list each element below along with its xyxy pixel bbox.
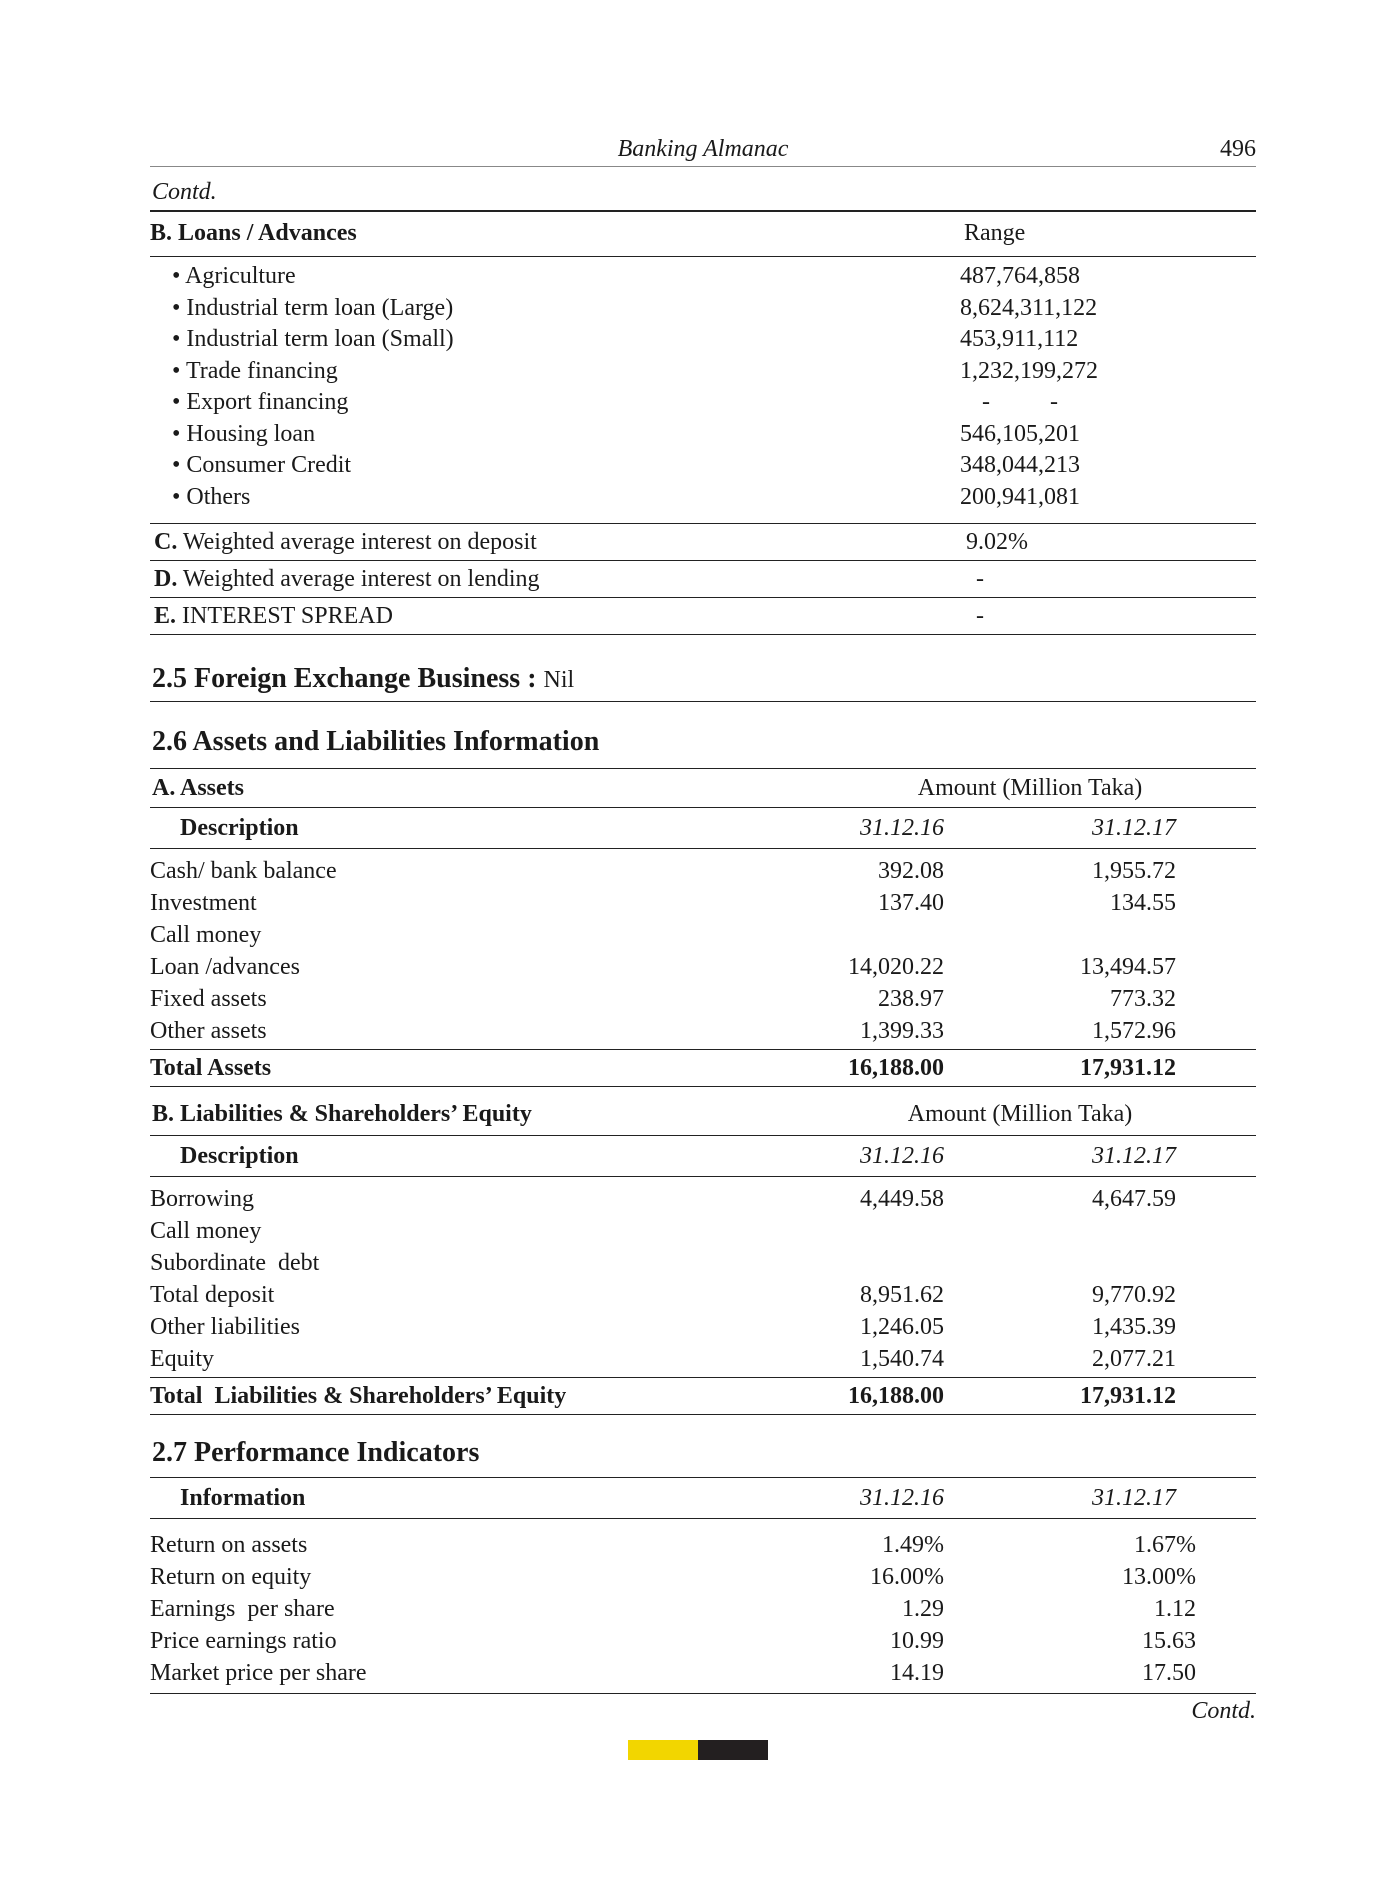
assets-title: A. Assets [152, 775, 245, 801]
total-label: Total Liabilities & Shareholders’ Equity [150, 1383, 567, 1409]
color-bar-yellow [628, 1740, 698, 1760]
loan-item [150, 387, 1256, 419]
col-date-2017: 31.12.17 [1092, 815, 1176, 841]
col-date-2017: 31.12.17 [1092, 1485, 1176, 1511]
row-label: Investment [150, 890, 257, 916]
rate-letter: D. [154, 566, 178, 592]
table-row [150, 951, 1256, 983]
table-row [150, 1657, 1256, 1689]
table-row [150, 1529, 1256, 1561]
table-row [150, 1311, 1256, 1343]
liabilities-title: B. Liabilities & Shareholders’ Equity [152, 1101, 532, 1127]
row-value-2016: 8,951.62 [860, 1282, 944, 1308]
table-row [150, 1215, 1256, 1247]
row-value-2017: 1,435.39 [1092, 1314, 1176, 1340]
assets-column-header [150, 808, 1256, 849]
fx-section-title [150, 663, 1256, 702]
liabilities-amount-label: Amount (Million Taka) [907, 1101, 1133, 1127]
perf-column-header [150, 1477, 1256, 1519]
description-label: Description [180, 1143, 299, 1169]
row-label: Borrowing [150, 1186, 254, 1212]
loan-value: 348,044,213 [960, 452, 1080, 478]
total-label: Total Assets [150, 1055, 272, 1081]
row-value-2016: 392.08 [878, 858, 944, 884]
fx-title: 2.5 Foreign Exchange Business : [152, 663, 544, 694]
loan-value: 546,105,201 [960, 420, 1080, 447]
information-label: Information [180, 1485, 306, 1511]
row-label: Call money [150, 1218, 262, 1244]
row-value-2016: 4,449.58 [860, 1186, 944, 1212]
row-value-2017: 4,647.59 [1092, 1186, 1176, 1212]
row-label: Equity [150, 1346, 214, 1372]
row-value-2016: 1.49% [882, 1532, 944, 1558]
row-value-2017: 15.63 [1142, 1628, 1196, 1654]
row-value-2016: 14,020.22 [848, 954, 944, 980]
row-label: Earnings per share [150, 1596, 335, 1622]
row-value-2017: 1,572.96 [1092, 1018, 1176, 1044]
loan-label: • Consumer Credit [172, 452, 352, 478]
table-row [150, 1279, 1256, 1311]
row-value-2016: 1.29 [902, 1596, 944, 1622]
loan-value: 8,624,311,122 [960, 294, 1098, 321]
loan-label: • Agriculture [172, 263, 296, 289]
rate-label: INTEREST SPREAD [176, 603, 393, 629]
rate-row-lending [150, 561, 1256, 598]
contd-bottom: Contd. [1191, 1698, 1256, 1724]
loan-item [150, 324, 1256, 356]
row-value-2017: 9,770.92 [1092, 1282, 1176, 1308]
loan-value: 487,764,858 [960, 263, 1080, 289]
row-value-2016: 137.40 [878, 890, 944, 916]
row-value-2016: 1,399.33 [860, 1018, 944, 1044]
row-label: Total deposit [150, 1282, 275, 1308]
col-date-2016: 31.12.16 [860, 1143, 944, 1169]
total-value-2017: 17,931.12 [1080, 1383, 1176, 1409]
row-label: Subordinate debt [150, 1250, 320, 1276]
loan-value: 200,941,081 [960, 483, 1080, 510]
rate-value: - [976, 603, 984, 629]
col-date-2017: 31.12.17 [1092, 1143, 1176, 1169]
loans-header [150, 212, 1256, 257]
row-value-2017: 1.12 [1154, 1596, 1196, 1622]
loan-label: • Export financing [172, 389, 349, 415]
row-value-2017: 17.50 [1142, 1660, 1196, 1686]
rate-value: 9.02% [966, 529, 1028, 555]
loan-label: • Others [172, 483, 251, 510]
row-label: Fixed assets [150, 986, 267, 1012]
rate-row-spread [150, 598, 1256, 635]
color-bar-black [698, 1740, 768, 1760]
row-value-2017: 13.00% [1122, 1564, 1196, 1590]
perf-rows [150, 1519, 1256, 1694]
table-row [150, 1343, 1256, 1375]
running-title: Banking Almanac [617, 136, 789, 162]
row-value-2016: 10.99 [890, 1628, 944, 1654]
running-header [150, 130, 1256, 167]
table-row [150, 887, 1256, 919]
rate-letter: E. [154, 603, 177, 629]
row-label: Call money [150, 922, 262, 948]
assets-amount-label: Amount (Million Taka) [917, 775, 1143, 801]
loan-item [150, 419, 1256, 451]
loan-label: • Industrial term loan (Large) [172, 294, 454, 321]
row-label: Other assets [150, 1018, 267, 1044]
table-row [150, 919, 1256, 951]
perf-section-title: 2.7 Performance Indicators [152, 1437, 480, 1468]
row-label: Price earnings ratio [150, 1628, 337, 1654]
al-section-title: 2.6 Assets and Liabilities Information [150, 726, 1256, 769]
loan-label: • Housing loan [172, 420, 316, 447]
loans-list [150, 257, 1256, 524]
rate-value: - [976, 566, 984, 592]
total-assets-row [150, 1049, 1256, 1087]
row-value-2017: 2,077.21 [1092, 1346, 1176, 1372]
row-value-2017: 773.32 [1110, 986, 1176, 1012]
row-value-2017: 13,494.57 [1080, 954, 1176, 980]
loan-item [150, 261, 1256, 293]
page-number: 496 [1220, 136, 1256, 162]
row-label: Cash/ bank balance [150, 858, 337, 884]
row-value-2016: 14.19 [890, 1660, 944, 1686]
loan-value: - - [982, 389, 1058, 415]
total-value-2016: 16,188.00 [848, 1055, 944, 1081]
table-row [150, 1183, 1256, 1215]
assets-header [150, 769, 1256, 808]
loans-title: B. Loans / Advances [150, 220, 357, 246]
rate-row-deposit [150, 524, 1256, 561]
row-value-2017: 1.67% [1134, 1532, 1196, 1558]
table-row [150, 983, 1256, 1015]
rate-label: Weighted average interest on lending [177, 566, 540, 592]
row-label: Market price per share [150, 1660, 367, 1686]
loan-value: 1,232,199,272 [960, 357, 1098, 384]
row-label: Loan /advances [150, 954, 300, 980]
liabilities-rows [150, 1177, 1256, 1377]
row-value-2016: 1,540.74 [860, 1346, 944, 1372]
row-value-2017: 1,955.72 [1092, 858, 1176, 884]
loan-label: • Trade financing [172, 357, 338, 384]
row-label: Return on equity [150, 1564, 312, 1590]
loan-item [150, 450, 1256, 482]
row-label: Return on assets [150, 1532, 308, 1558]
row-value-2016: 16.00% [870, 1564, 944, 1590]
loan-item [150, 482, 1256, 514]
range-label: Range [964, 220, 1026, 246]
table-row [150, 1625, 1256, 1657]
fx-value: Nil [543, 667, 575, 693]
row-value-2016: 238.97 [878, 986, 944, 1012]
total-liabilities-row [150, 1377, 1256, 1415]
loan-item [150, 293, 1256, 325]
page-color-bar [628, 1740, 768, 1760]
loan-item [150, 356, 1256, 388]
total-value-2016: 16,188.00 [848, 1383, 944, 1409]
col-date-2016: 31.12.16 [860, 815, 944, 841]
page [150, 130, 1256, 1728]
row-label: Other liabilities [150, 1314, 300, 1340]
table-row [150, 1561, 1256, 1593]
table-row [150, 855, 1256, 887]
row-value-2017: 134.55 [1110, 890, 1176, 916]
rate-letter: C. [154, 529, 178, 555]
col-date-2016: 31.12.16 [860, 1485, 944, 1511]
table-row [150, 1015, 1256, 1047]
description-label: Description [180, 815, 299, 841]
row-value-2016: 1,246.05 [860, 1314, 944, 1340]
rate-label: Weighted average interest on deposit [177, 529, 537, 555]
loan-label: • Industrial term loan (Small) [172, 326, 454, 352]
contd-top: Contd. [150, 167, 1256, 212]
liabilities-header [150, 1097, 1256, 1136]
total-value-2017: 17,931.12 [1080, 1055, 1176, 1081]
table-row [150, 1247, 1256, 1279]
table-row [150, 1593, 1256, 1625]
assets-rows [150, 849, 1256, 1049]
loan-value: 453,911,112 [960, 326, 1079, 352]
liabilities-column-header [150, 1136, 1256, 1177]
